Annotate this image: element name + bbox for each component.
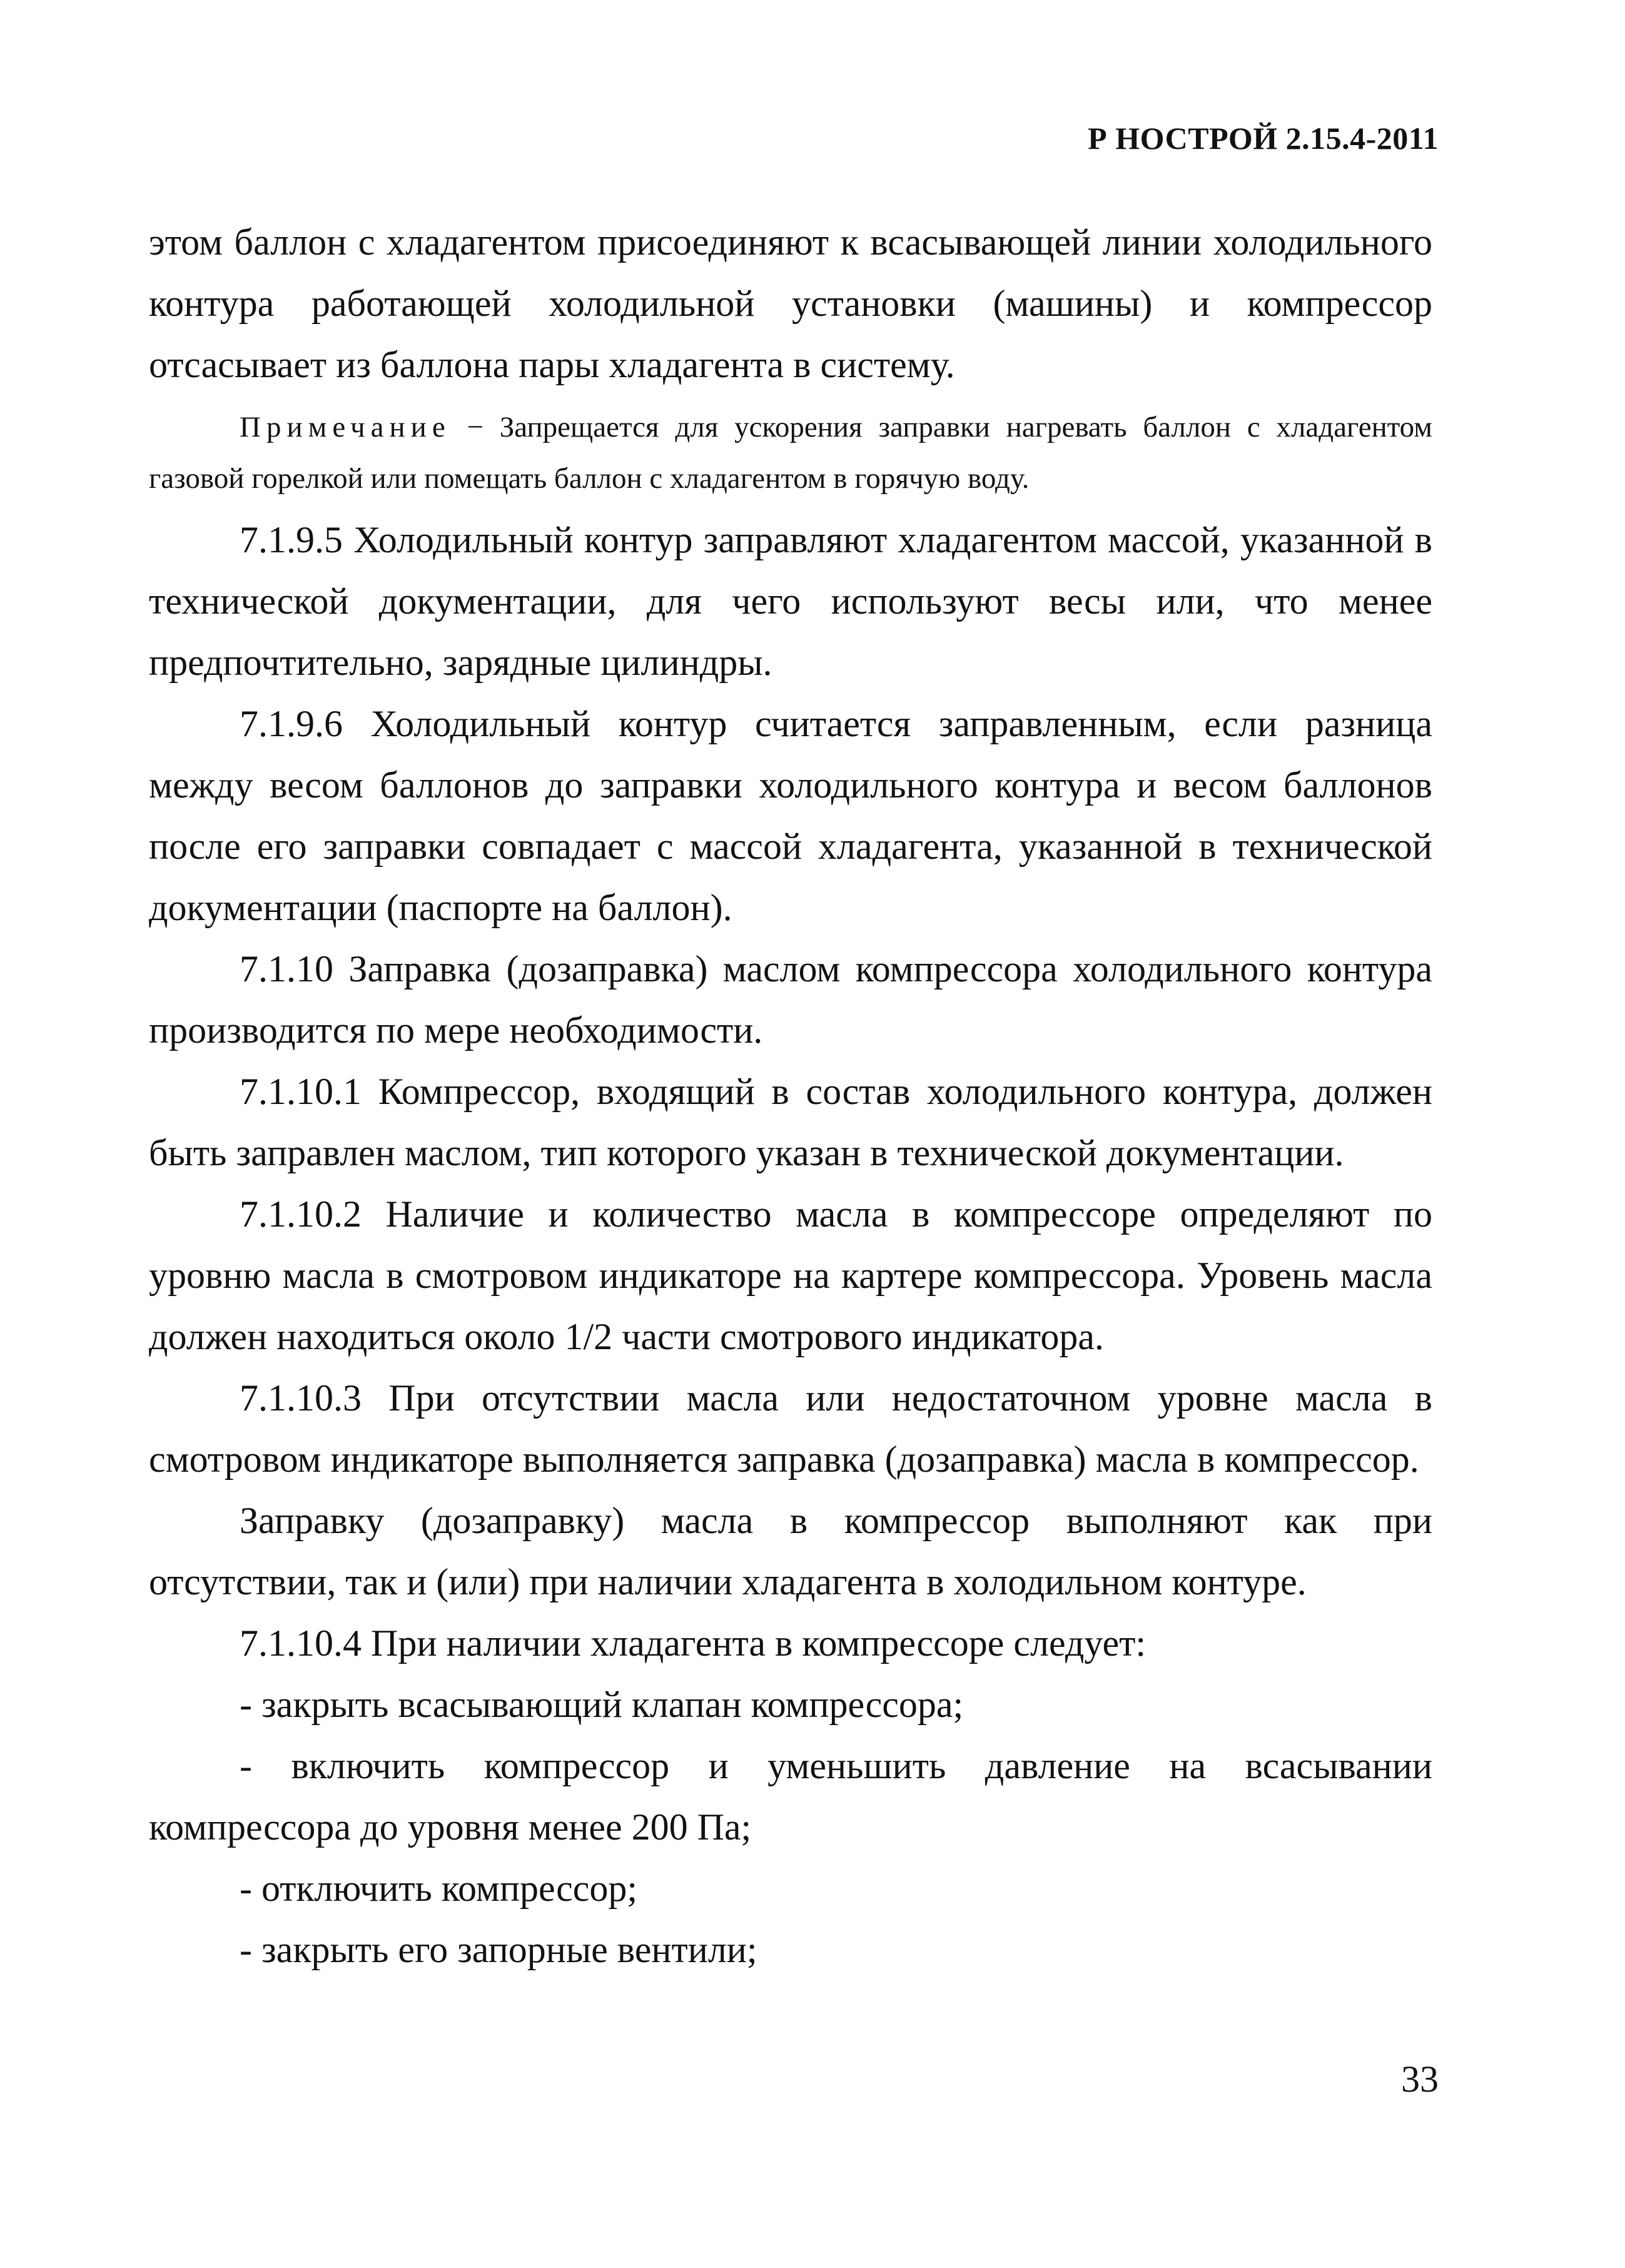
- note-label: Примечание: [240, 411, 451, 443]
- paragraph-oil-refill: Заправку (дозаправку) масла в компрессор выполняют как при отсутствии, так и (или) при наличии хладагента в холодильном контуре.: [149, 1500, 1432, 1602]
- paragraph-7-1-10-1: 7.1.10.1 Компрессор, входящий в состав холодильного контура, должен быть заправлен маслом, тип которого указан в технической документации.: [149, 1071, 1432, 1173]
- page-body: [149, 211, 1432, 1980]
- note-block: [149, 402, 1432, 504]
- list-item: - закрыть его запорные вентили;: [240, 1929, 757, 1970]
- list-item: - включить компрессор и уменьшить давление на всасывании компрессора до уровня менее 200 Па;: [149, 1745, 1432, 1848]
- paragraph-7-1-9-5: 7.1.9.5 Холодильный контур заправляют хладагентом массой, указанной в технической документации, для чего используют весы или, что менее предпочтительно, зарядные цилиндры.: [149, 519, 1432, 683]
- list-item: - отключить компрессор;: [240, 1868, 638, 1909]
- paragraph-7-1-10-3: 7.1.10.3 При отсутствии масла или недостаточном уровне масла в смотровом индикаторе выполняется заправка (дозаправка) масла в компрессор.: [149, 1377, 1432, 1480]
- paragraph-7-1-10: 7.1.10 Заправка (дозаправка) маслом компрессора холодильного контура производится по мере необходимости.: [149, 948, 1432, 1051]
- list-item: - закрыть всасывающий клапан компрессора;: [240, 1684, 964, 1725]
- paragraph-continuation: этом баллон с хладагентом присоединяют к всасывающей линии холодильного контура работающей холодильной установки (машины) и компрессор отсасывает из баллона пары хладагента в систему.: [149, 221, 1432, 385]
- paragraph-7-1-10-2: 7.1.10.2 Наличие и количество масла в компрессоре определяют по уровню масла в смотровом индикаторе на картере компрессора. Уровень масла должен находиться около 1/2 части смотрового индикатора.: [149, 1193, 1432, 1357]
- paragraph-7-1-10-4: 7.1.10.4 При наличии хладагента в компрессоре следует:: [240, 1623, 1147, 1664]
- note-text: − Запрещается для ускорения заправки нагревать баллон с хладагентом газовой горелкой или помещать баллон с хладагентом в горячую воду.: [149, 411, 1432, 495]
- paragraph-7-1-9-6: 7.1.9.6 Холодильный контур считается заправленным, если разница между весом баллонов до заправки холодильного контура и весом баллонов после его заправки совпадает с массой хладагента, указанной в технической документации (паспорте на баллон).: [149, 703, 1432, 928]
- page-number: 33: [1401, 2058, 1439, 2100]
- document-code-header: Р НОСТРОЙ 2.15.4-2011: [1088, 121, 1439, 156]
